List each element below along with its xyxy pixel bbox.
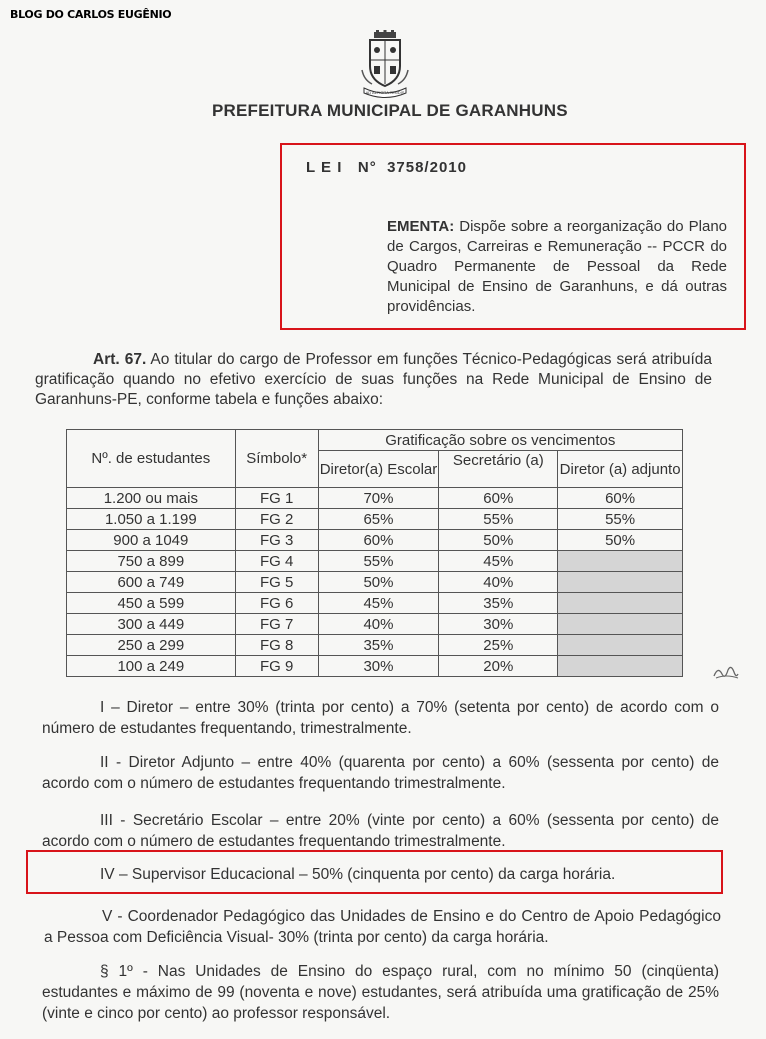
cell-students: 300 a 449 [67, 614, 236, 635]
cell-secretary: 25% [439, 635, 558, 656]
cell-adjunct [558, 572, 683, 593]
crest-motto: AD ALTIORA TENDIS [365, 90, 405, 95]
cell-director: 40% [318, 614, 439, 635]
municipal-coat-of-arms-icon [360, 30, 410, 100]
cell-symbol: FG 5 [235, 572, 318, 593]
prefeitura-title: PREFEITURA MUNICIPAL DE GARANHUNS [212, 101, 568, 120]
item-i: I – Diretor – entre 30% (trinta por cento) a 70% (setenta por cento) de acordo com o número de estudantes frequentando, trimestralmente. [42, 699, 719, 737]
item-v: V - Coordenador Pedagógico das Unidades de Ensino e do Centro de Apoio Pedagógico a Pessoa com Deficiência Visual- 30% (trinta por cento) da carga horária. [44, 908, 721, 946]
cell-students: 1.050 a 1.199 [67, 509, 236, 530]
cell-symbol: FG 2 [235, 509, 318, 530]
cell-director: 55% [318, 551, 439, 572]
cell-adjunct [558, 593, 683, 614]
item-iv: IV – Supervisor Educacional – 50% (cinquenta por cento) da carga horária. [100, 866, 616, 883]
cell-symbol: FG 9 [235, 656, 318, 677]
article-67 [35, 350, 712, 410]
header-students: Nº. de estudantes [67, 430, 236, 488]
table-row [67, 614, 683, 635]
cell-director: 35% [318, 635, 439, 656]
cell-symbol: FG 4 [235, 551, 318, 572]
cell-symbol: FG 7 [235, 614, 318, 635]
cell-students: 900 a 1049 [67, 530, 236, 551]
cell-adjunct: 50% [558, 530, 683, 551]
cell-secretary: 35% [439, 593, 558, 614]
cell-director: 45% [318, 593, 439, 614]
table-row [67, 572, 683, 593]
header-gratification: Gratificação sobre os vencimentos [318, 430, 682, 451]
cell-adjunct [558, 656, 683, 677]
table-row [67, 530, 683, 551]
article-text: Ao titular do cargo de Professor em funções Técnico-Pedagógicas será atribuída gratificação quando no efetivo exercício de suas funções na Rede Municipal de Ensino de Garanhuns-PE, conforme tabela e funções abaixo: [35, 351, 712, 408]
header-secretary: Secretário (a) [439, 451, 558, 488]
table-row [67, 635, 683, 656]
header-adjunct: Diretor (a) adjunto [558, 451, 683, 488]
cell-symbol: FG 8 [235, 635, 318, 656]
cell-secretary: 45% [439, 551, 558, 572]
cell-symbol: FG 1 [235, 488, 318, 509]
cell-students: 1.200 ou mais [67, 488, 236, 509]
cell-adjunct [558, 551, 683, 572]
cell-adjunct: 55% [558, 509, 683, 530]
cell-director: 30% [318, 656, 439, 677]
cell-director: 60% [318, 530, 439, 551]
item-ii: II - Diretor Adjunto – entre 40% (quarenta por cento) a 60% (sessenta por cento) de acordo com o número de estudantes frequentando trimestralmente. [42, 754, 719, 792]
cell-director: 50% [318, 572, 439, 593]
cell-secretary: 50% [439, 530, 558, 551]
table-row [67, 551, 683, 572]
gratification-table [66, 429, 683, 677]
header-director: Diretor(a) Escolar [318, 451, 439, 488]
ementa-label: EMENTA: [387, 218, 455, 235]
cell-secretary: 30% [439, 614, 558, 635]
cell-students: 750 a 899 [67, 551, 236, 572]
ementa [387, 217, 727, 317]
cell-secretary: 20% [439, 656, 558, 677]
cell-adjunct [558, 614, 683, 635]
table-row [67, 593, 683, 614]
header-symbol: Símbolo* [235, 430, 318, 488]
law-number: L E I N° 3758/2010 [306, 159, 467, 176]
blog-watermark: BLOG DO CARLOS EUGÊNIO [10, 8, 172, 21]
cell-students: 450 a 599 [67, 593, 236, 614]
handwritten-initials [712, 662, 740, 682]
cell-adjunct [558, 635, 683, 656]
cell-symbol: FG 3 [235, 530, 318, 551]
cell-secretary: 55% [439, 509, 558, 530]
cell-students: 600 a 749 [67, 572, 236, 593]
item-iii: III - Secretário Escolar – entre 20% (vinte por cento) a 60% (sessenta por cento) de acordo com o número de estudantes frequentando trimestralmente. [42, 812, 719, 850]
cell-director: 70% [318, 488, 439, 509]
cell-students: 250 a 299 [67, 635, 236, 656]
cell-secretary: 40% [439, 572, 558, 593]
cell-director: 65% [318, 509, 439, 530]
cell-students: 100 a 249 [67, 656, 236, 677]
cell-secretary: 60% [439, 488, 558, 509]
cell-adjunct: 60% [558, 488, 683, 509]
cell-symbol: FG 6 [235, 593, 318, 614]
table-row [67, 488, 683, 509]
article-label: Art. 67. [93, 351, 147, 368]
ementa-text: Dispõe sobre a reorganização do Plano de Cargos, Carreiras e Remuneração -- PCCR do Quadro Permanente de Pessoal da Rede Municipal de Ensino de Garanhuns, e dá outras providências. [387, 218, 727, 315]
table-row [67, 656, 683, 677]
table-row [67, 509, 683, 530]
paragraph-1: § 1º - Nas Unidades de Ensino do espaço rural, com no mínimo 50 (cinqüenta) estudantes e máximo de 99 (noventa e nove) estudantes, será atribuída uma gratificação de 25% (vinte e cinco por cento) ao professor responsável. [42, 963, 719, 1022]
